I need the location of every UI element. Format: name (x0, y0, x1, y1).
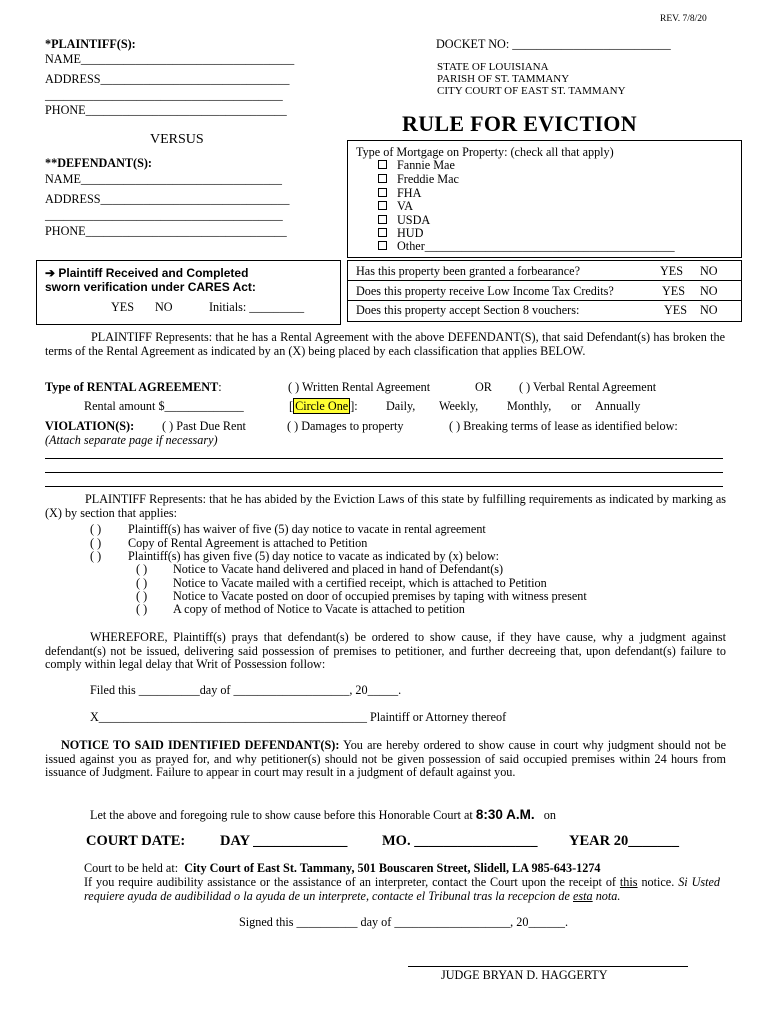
mortgage-option-hud[interactable]: HUD (378, 227, 423, 241)
section8-yes[interactable]: YES (664, 303, 688, 317)
notice-item-hand-delivered: Notice to Vacate hand delivered and placed in hand of Defendant(s) (173, 562, 504, 576)
abided-item-five-day-notice: Plaintiff(s) has given five (5) day notice to vacate as indicated by (x) below: (128, 549, 500, 563)
show-cause-row: Let the above and foregoing rule to show cause before this Honorable Court at 8:30 A.M. on (90, 807, 556, 822)
cares-verification-line1: ➔ Plaintiff Received and Completed (45, 266, 249, 280)
tax-credit-yes[interactable]: YES (662, 284, 686, 298)
wherefore-paragraph: WHEREFORE, Plaintiff(s) prays that defendant(s) be ordered to show cause, if they have cause, why a judgment against defendant(s) not be issued, delivering said possession of premises to petitioner, and further decreeing that, upon defendant(s) failure to comply within legal delay that Writ of Possession follow: (45, 630, 726, 672)
plaintiff-phone-field[interactable]: PHONE_________________________________ (45, 103, 287, 117)
violation-damages[interactable]: ( ) Damages to property (287, 419, 404, 433)
court-header-parish: PARISH OF ST. TAMMANY (437, 73, 570, 85)
versus-label: VERSUS (150, 132, 204, 147)
filed-date-field[interactable]: Filed this __________day of ___________________, 20_____. (90, 683, 402, 697)
section8-question: Does this property accept Section 8 vouchers: (356, 303, 580, 317)
mortgage-option-fha[interactable]: FHA (378, 187, 421, 201)
court-location-row: Court to be held at: City Court of East St. Tammany, 501 Bouscaren Street, Slidell, LA 985-643-1274 (84, 861, 601, 875)
court-year-field[interactable]: YEAR 20_______ (569, 833, 679, 849)
written-agreement-option[interactable]: ( ) Written Rental Agreement (288, 380, 431, 394)
violation-detail-line[interactable] (45, 486, 723, 487)
plaintiff-abided-paragraph: PLAINTIFF Represents: that he has abided by the Eviction Laws of this state by fulfilling requirements as indicated by marking as (X) by section that applies: (45, 492, 726, 520)
forbearance-no[interactable]: NO (700, 264, 718, 278)
attach-page-note: (Attach separate page if necessary) (45, 433, 218, 447)
rental-agreement-row: Type of RENTAL AGREEMENT: (45, 380, 222, 394)
checkbox-icon[interactable] (378, 160, 387, 169)
mortgage-option-va[interactable]: VA (378, 200, 413, 214)
frequency-monthly[interactable]: Monthly, (507, 399, 552, 413)
defendant-name-field[interactable]: NAME_________________________________ (45, 172, 282, 186)
court-date-label: COURT DATE: (86, 833, 186, 849)
mortgage-option-other[interactable]: Other_________________________________________ (378, 240, 675, 254)
table-divider (348, 300, 741, 301)
frequency-annually[interactable]: Annually (595, 399, 641, 413)
rental-amount-field[interactable]: Rental amount $_____________ (84, 399, 244, 413)
mortgage-option-usda[interactable]: USDA (378, 214, 430, 228)
frequency-daily[interactable]: Daily, (386, 399, 416, 413)
notice-checkbox[interactable]: ( ) (136, 562, 148, 576)
notice-checkbox[interactable]: ( ) (136, 576, 148, 590)
mortgage-type-box (347, 140, 742, 258)
table-divider (348, 280, 741, 281)
abided-checkbox[interactable]: ( ) (90, 549, 102, 563)
checkbox-icon[interactable] (378, 174, 387, 183)
defendant-heading: **DEFENDANT(S): (45, 156, 152, 170)
plaintiff-heading: *PLAINTIFF(S): (45, 37, 136, 51)
section8-no[interactable]: NO (700, 303, 718, 317)
plaintiff-name-field[interactable]: NAME___________________________________ (45, 52, 295, 66)
violation-breaking-lease[interactable]: ( ) Breaking terms of lease as identified below: (449, 419, 678, 433)
notice-checkbox[interactable]: ( ) (136, 589, 148, 603)
court-month-field[interactable]: MO. _________________ (382, 833, 538, 849)
violation-detail-line[interactable] (45, 458, 723, 459)
checkbox-icon[interactable] (378, 241, 387, 250)
mortgage-option-freddie-mac[interactable]: Freddie Mac (378, 173, 459, 187)
court-day-field[interactable]: DAY _____________ (220, 833, 348, 849)
plaintiff-signature-line[interactable]: X____________________________________________ Plaintiff or Attorney thereof (90, 710, 507, 724)
cares-no[interactable]: NO (155, 300, 173, 314)
notice-item-copy-method: A copy of method of Notice to Vacate is attached to petition (173, 602, 465, 616)
plaintiff-address-field[interactable]: ADDRESS_______________________________ (45, 72, 290, 86)
cares-yes[interactable]: YES (111, 300, 135, 314)
abided-item-waiver: Plaintiff(s) has waiver of five (5) day notice to vacate in rental agreement (128, 522, 486, 536)
docket-number-field[interactable]: DOCKET NO: __________________________ (436, 37, 671, 51)
abided-checkbox[interactable]: ( ) (90, 522, 102, 536)
property-questions-table (347, 260, 742, 322)
violation-past-due-rent[interactable]: ( ) Past Due Rent (162, 419, 246, 433)
page-title: RULE FOR EVICTION (402, 111, 637, 136)
judge-signature-line[interactable] (408, 966, 688, 967)
signed-date-field[interactable]: Signed this __________ day of ___________________, 20______. (239, 915, 569, 929)
judge-name: JUDGE BRYAN D. HAGGERTY (441, 968, 608, 982)
mortgage-option-fannie-mae[interactable]: Fannie Mae (378, 159, 455, 173)
cares-verification-line2: sworn verification under CARES Act: (45, 280, 256, 294)
notice-item-mailed: Notice to Vacate mailed with a certified receipt, which is attached to Petition (173, 576, 547, 590)
court-header-state: STATE OF LOUISIANA (437, 61, 549, 73)
court-header-court: CITY COURT OF EAST ST. TAMMANY (437, 85, 626, 97)
frequency-or: or (571, 399, 582, 413)
hearing-time: 8:30 A.M. (475, 807, 535, 822)
defendant-address-field[interactable]: ADDRESS_______________________________ (45, 192, 290, 206)
court-address: City Court of East St. Tammany, 501 Bouscaren Street, Slidell, LA 985-643-1274 (184, 861, 601, 875)
or-label: OR (475, 380, 492, 394)
notice-label: NOTICE TO SAID IDENTIFIED DEFENDANT(S): (61, 738, 340, 752)
rental-agreement-label: Type of RENTAL AGREEMENT (45, 380, 219, 394)
checkbox-icon[interactable] (378, 215, 387, 224)
violations-label: VIOLATION(S): (45, 419, 135, 433)
violation-detail-line[interactable] (45, 472, 723, 473)
frequency-weekly[interactable]: Weekly, (439, 399, 479, 413)
abided-item-copy: Copy of Rental Agreement is attached to Petition (128, 536, 368, 550)
defendant-address-line2[interactable]: _______________________________________ (45, 208, 283, 222)
plaintiff-address-line2[interactable]: _______________________________________ (45, 88, 283, 102)
checkbox-icon[interactable] (378, 188, 387, 197)
checkbox-icon[interactable] (378, 201, 387, 210)
notice-item-posted: Notice to Vacate posted on door of occupied premises by taping with witness present (173, 589, 587, 603)
cares-initials-field[interactable]: Initials: _________ (209, 300, 305, 314)
mortgage-heading: Type of Mortgage on Property: (check all that apply) (356, 145, 614, 159)
revision-label: REV. 7/8/20 (660, 14, 707, 24)
tax-credit-no[interactable]: NO (700, 284, 718, 298)
audibility-notice: If you require audibility assistance or the assistance of an interpreter, contact the Court upon the receipt of this notice. Si Usted requiere ayuda de audibilidad o la ayuda de un interprete, contacte el Tribunal tras la recepcion de esta nota. (84, 875, 721, 903)
tax-credit-question: Does this property receive Low Income Tax Credits? (356, 284, 614, 298)
checkbox-icon[interactable] (378, 228, 387, 237)
abided-checkbox[interactable]: ( ) (90, 536, 102, 550)
forbearance-yes[interactable]: YES (660, 264, 684, 278)
notice-to-defendant-paragraph: NOTICE TO SAID IDENTIFIED DEFENDANT(S): You are hereby ordered to show cause in court why judgment should not be issued against you as prayed for, and why petitioner(s) should not be given possession of said occupied premises within 24 hours from issuance of Judgment. Failure to appear in court may result in a judgment of default against you. (45, 738, 726, 780)
notice-checkbox[interactable]: ( ) (136, 602, 148, 616)
forbearance-question: Has this property been granted a forbearance? (356, 264, 581, 278)
circle-one-label: [ Circle One ]: (289, 399, 358, 413)
verbal-agreement-option[interactable]: ( ) Verbal Rental Agreement (519, 380, 657, 394)
plaintiff-represents-paragraph: PLAINTIFF Represents: that he has a Rental Agreement with the above DEFENDANT(S), that said Defendant(s) has broken the terms of the Rental Agreement as indicated by an (X) being placed by each classification that applies BELOW. (45, 330, 725, 358)
cares-act-box (36, 260, 341, 325)
defendant-phone-field[interactable]: PHONE_________________________________ (45, 224, 287, 238)
